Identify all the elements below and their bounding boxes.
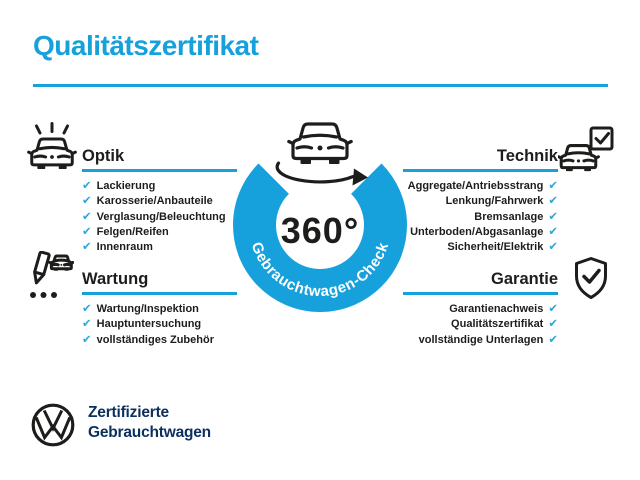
checklist-item-label: Felgen/Reifen — [96, 225, 169, 238]
checklist-item-label: Innenraum — [96, 241, 153, 254]
car-headlights-icon — [26, 122, 78, 180]
ring-label: Gebrauchtwagen-Check — [247, 239, 393, 301]
checklist-item-label: Lenkung/Fahrwerk — [445, 195, 544, 208]
section-title-optik: Optik — [82, 147, 125, 165]
check-icon: ✔ — [548, 303, 558, 315]
check-icon: ✔ — [548, 180, 558, 192]
checklist-item-label: vollständiges Zubehör — [96, 333, 214, 346]
section-underline-garantie — [403, 292, 558, 295]
pen-car-checklist-icon — [24, 251, 74, 305]
checklist-item-label: Hauptuntersuchung — [96, 318, 202, 331]
checklist-item-label: Bremsanlage — [474, 210, 544, 223]
check-icon: ✔ — [82, 180, 92, 192]
degree-label: 360° — [280, 210, 360, 251]
section-underline-technik — [403, 169, 558, 172]
check-icon: ✔ — [82, 195, 92, 208]
header-divider — [33, 84, 608, 87]
check-icon: ✔ — [548, 318, 558, 331]
vw-logo — [30, 402, 76, 448]
section-underline-wartung — [82, 292, 237, 295]
check-icon: ✔ — [82, 210, 92, 223]
checklist-item-label: Verglasung/Beleuchtung — [96, 210, 226, 223]
checklist-item-label: Garantienachweis — [449, 303, 544, 315]
check-icon: ✔ — [82, 333, 92, 346]
checklist-item-label: vollständige Unterlagen — [418, 333, 544, 346]
checklist-item-label: Unterboden/Abgasanlage — [410, 225, 544, 238]
checklist-item-label: Lackierung — [96, 180, 156, 192]
gebrauchtwagen-check-badge — [220, 108, 420, 320]
section-title-garantie: Garantie — [491, 270, 558, 288]
footer-brand-line2: Gebrauchtwagen — [88, 423, 211, 441]
checklist-item — [370, 333, 558, 348]
shield-check-icon — [572, 256, 610, 302]
section-underline-optik — [82, 169, 237, 172]
checklist-item-label: Aggregate/Antriebsstrang — [407, 180, 544, 192]
check-icon: ✔ — [548, 210, 558, 223]
check-icon: ✔ — [82, 241, 92, 254]
checklist-item-label: Qualitätszertifikat — [451, 318, 544, 331]
check-icon: ✔ — [548, 333, 558, 346]
checklist-item-label: Wartung/Inspektion — [96, 303, 199, 315]
check-icon: ✔ — [82, 318, 92, 331]
section-title-technik: Technik — [496, 147, 558, 165]
checklist-item — [82, 333, 267, 348]
check-icon: ✔ — [548, 241, 558, 254]
check-icon: ✔ — [82, 303, 92, 315]
car-checkbox-icon — [558, 126, 616, 178]
check-icon: ✔ — [82, 225, 92, 238]
checklist-item-label: Karosserie/Anbauteile — [96, 195, 213, 208]
footer-brand-text — [88, 403, 211, 442]
checklist-item-label: Sicherheit/Elektrik — [447, 241, 544, 254]
section-title-wartung: Wartung — [82, 270, 149, 288]
check-icon: ✔ — [548, 195, 558, 208]
car-360-rotation-icon — [277, 124, 368, 186]
check-icon: ✔ — [548, 225, 558, 238]
page-title: Qualitätszertifikat — [33, 30, 259, 61]
footer-brand-line1: Zertifizierte — [88, 404, 169, 421]
